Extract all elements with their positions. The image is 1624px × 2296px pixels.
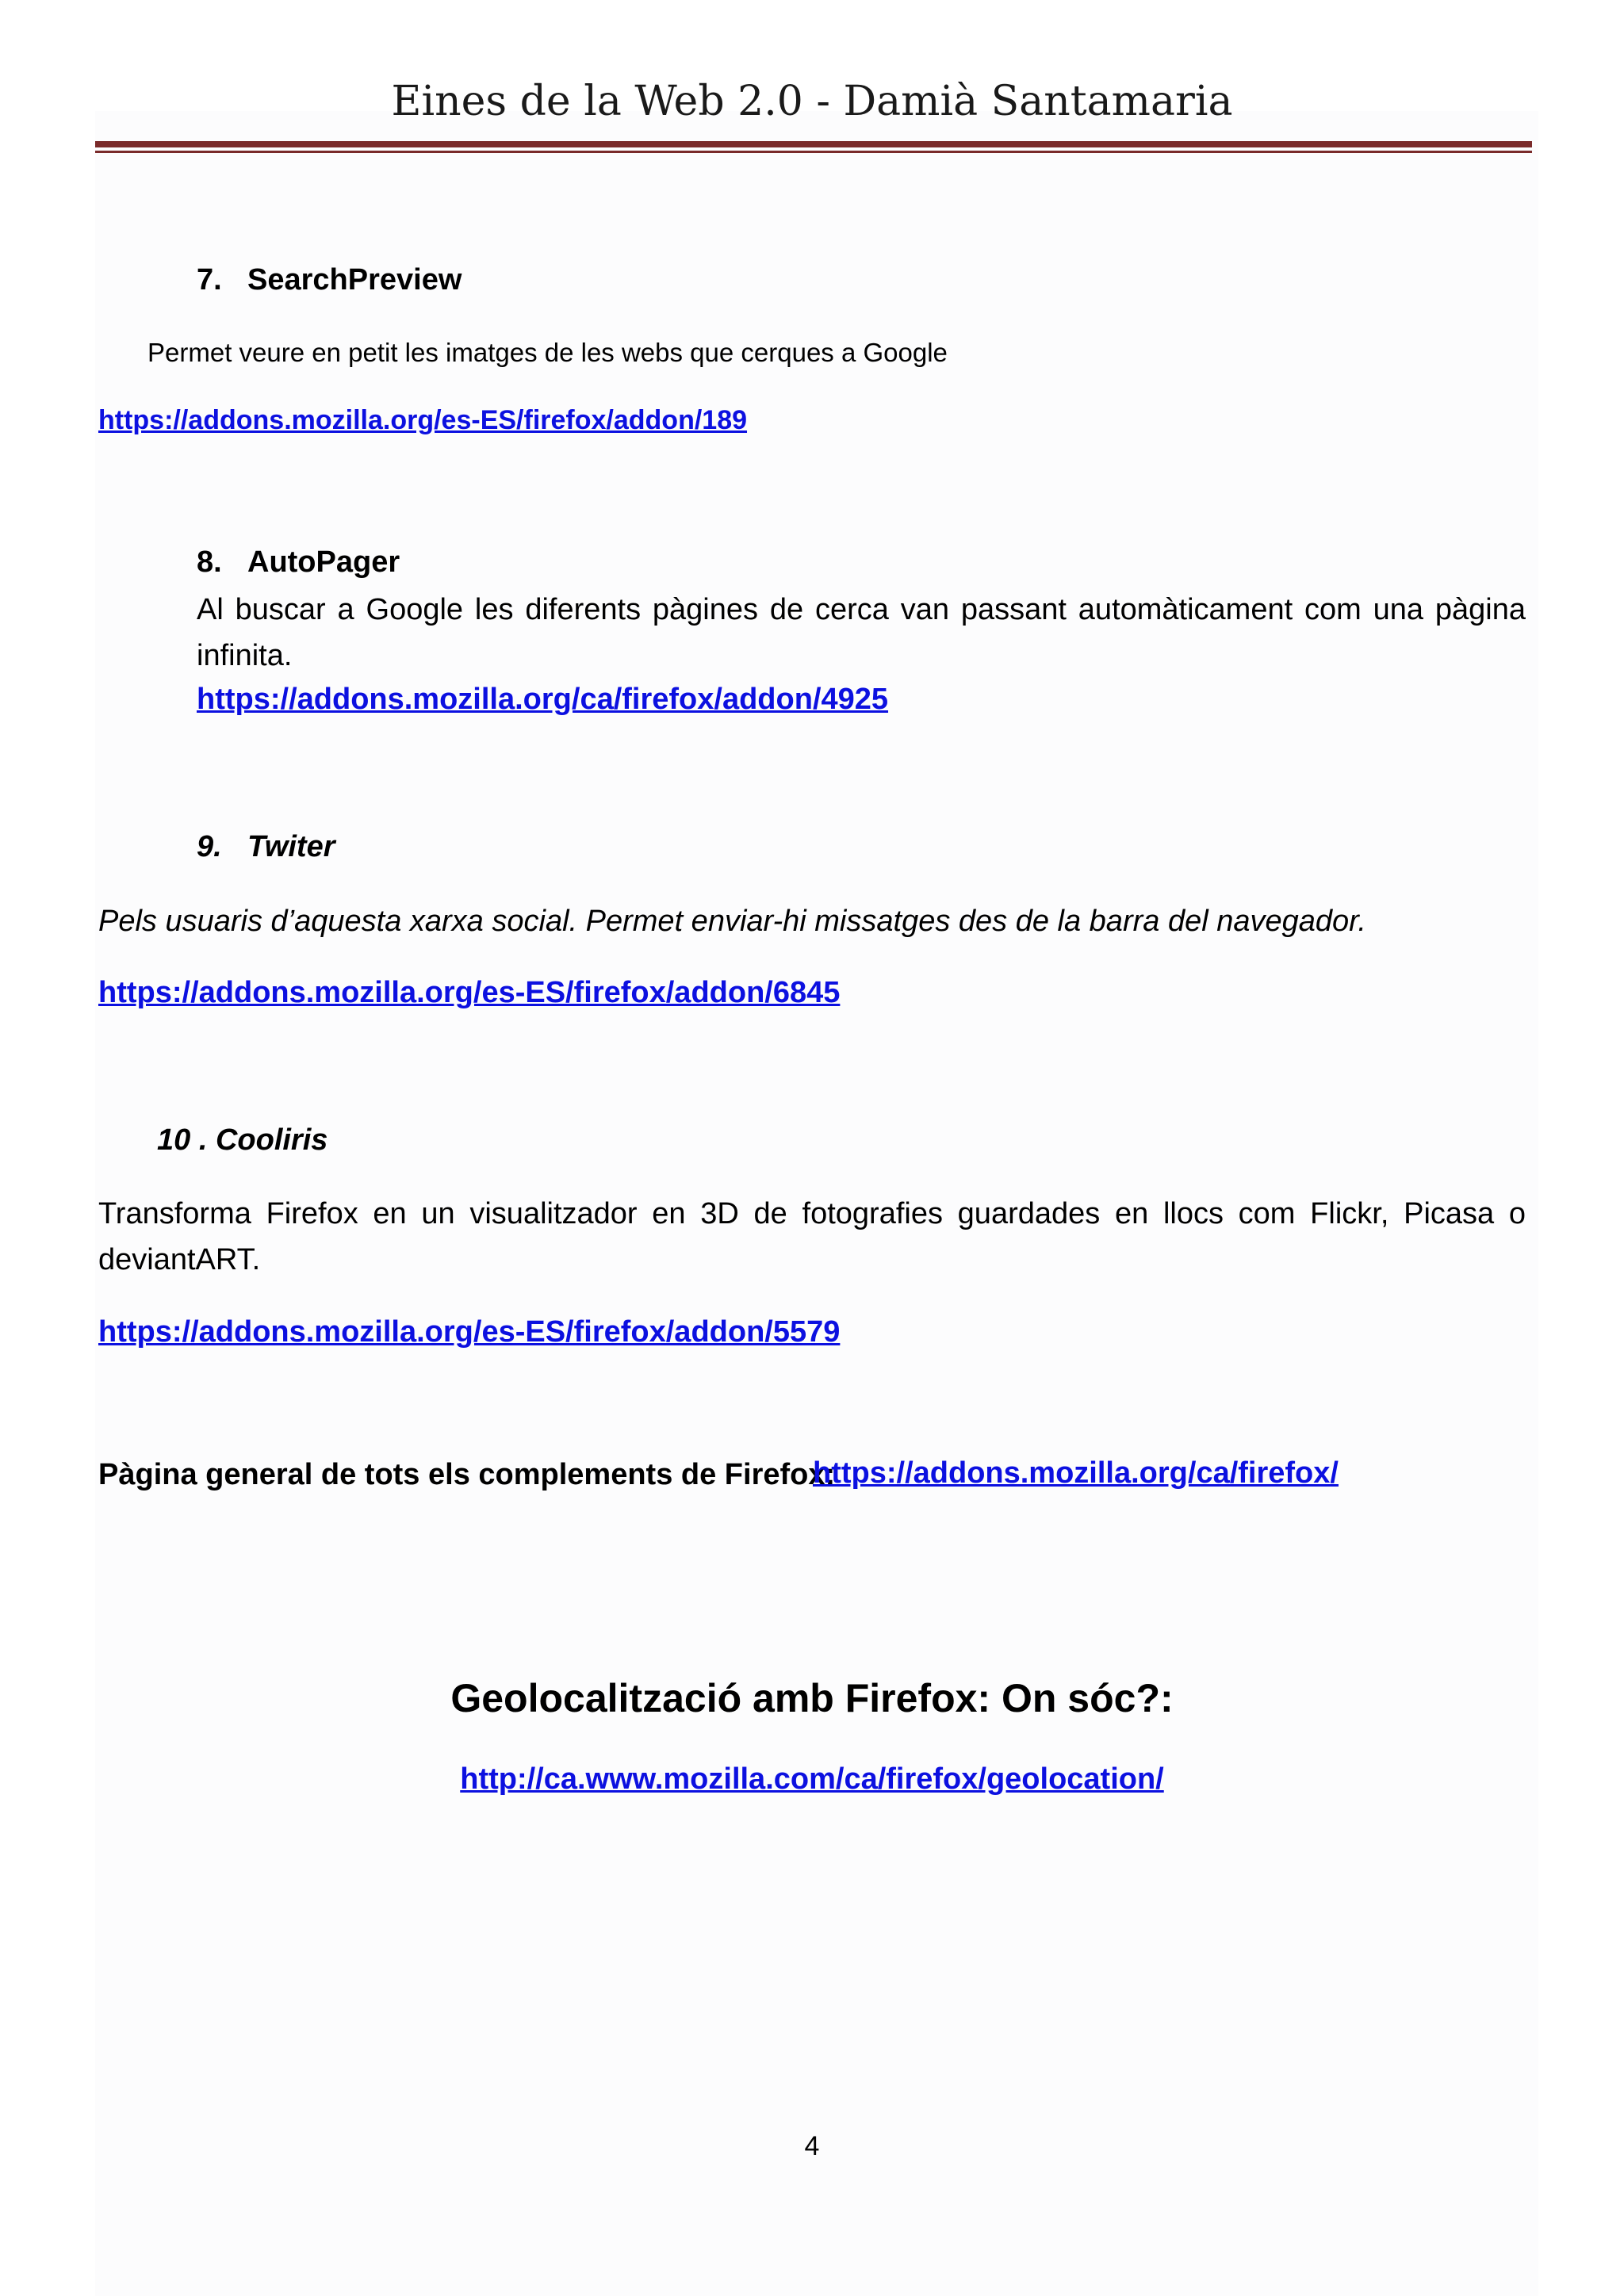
autopager-link[interactable]: https://addons.mozilla.org/ca/firefox/addon/4925: [197, 683, 889, 716]
general-complements-label: Pàgina general de tots els complements de Firefox:: [98, 1458, 836, 1491]
section-description: Al buscar a Google les diferents pàgines de cerca van passant automàticament com una pàgina infinita.: [197, 593, 1526, 672]
section-heading-autopager: [197, 544, 400, 582]
section-title: Cooliris: [215, 1123, 328, 1157]
section-title: Twiter: [247, 830, 335, 863]
general-complements-link[interactable]: https://addons.mozilla.org/ca/firefox/: [813, 1456, 1339, 1490]
section-description: Transforma Firefox en un visualitzador en 3D de fotografies guardades en llocs com Flickr, Picasa o deviantART.: [98, 1197, 1526, 1276]
section-title: AutoPager: [247, 545, 400, 579]
section-heading-cooliris: [157, 1122, 327, 1160]
section-title: SearchPreview: [247, 263, 462, 297]
section-heading-twiter: [197, 828, 335, 867]
twiter-link[interactable]: https://addons.mozilla.org/es-ES/firefox/addon/6845: [98, 976, 841, 1009]
geolocation-link[interactable]: http://ca.www.mozilla.com/ca/firefox/geolocation/: [460, 1762, 1164, 1796]
section-description: Permet veure en petit les imatges de les webs que cerques a Google: [147, 338, 948, 367]
section-number: 7.: [197, 263, 222, 297]
header-rule: [95, 141, 1532, 147]
section-heading-searchpreview: [197, 262, 462, 300]
page-number: 4: [804, 2131, 820, 2161]
geolocation-link-wrapper: [0, 1762, 1624, 1798]
section-number: 8.: [197, 545, 222, 579]
page-header-title: Eines de la Web 2.0 - Damià Santamaria: [391, 78, 1233, 125]
section-number: 9.: [197, 830, 222, 863]
geolocation-heading: Geolocalització amb Firefox: On sóc?:: [450, 1676, 1174, 1720]
section-number: 10 .: [157, 1123, 208, 1157]
cooliris-link[interactable]: https://addons.mozilla.org/es-ES/firefox/addon/5579: [98, 1315, 841, 1349]
searchpreview-link[interactable]: https://addons.mozilla.org/es-ES/firefox/addon/189: [98, 405, 748, 435]
section-description: Pels usuaris d’aquesta xarxa social. Permet enviar-hi missatges des de la barra del navegador.: [98, 905, 1366, 938]
header-rule-thin: [95, 151, 1532, 153]
